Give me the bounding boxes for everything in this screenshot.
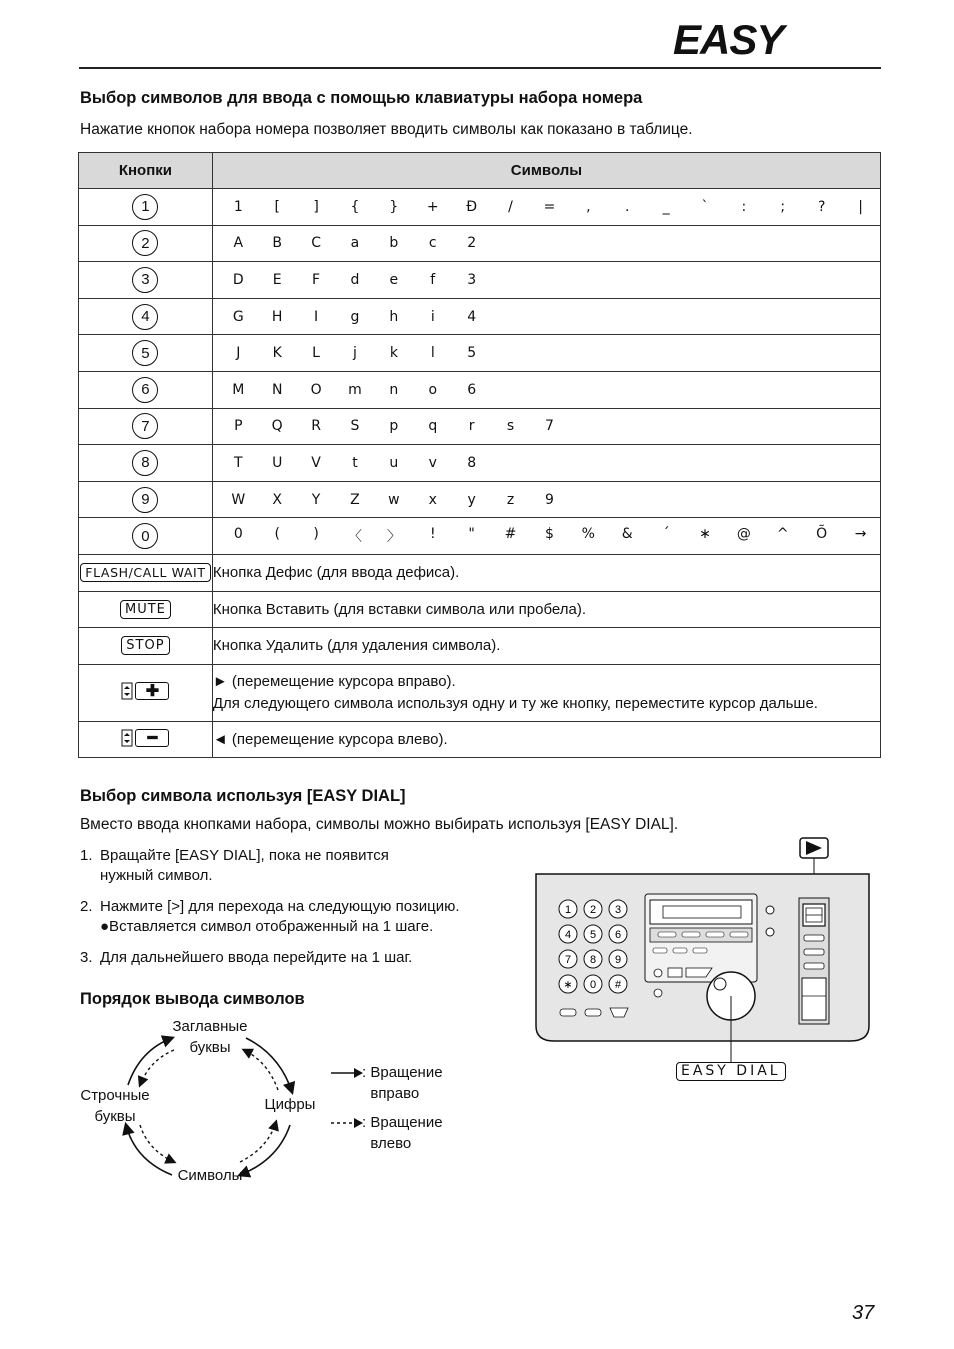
symbol-list bbox=[213, 492, 880, 508]
symbol-char: : bbox=[741, 198, 747, 215]
symbol-char: t bbox=[352, 454, 358, 471]
symbol-list bbox=[213, 199, 880, 215]
key-4-icon: 4 bbox=[132, 304, 158, 330]
svg-text:9: 9 bbox=[614, 954, 622, 966]
fax-key bbox=[559, 950, 577, 968]
key-9-icon: 9 bbox=[132, 487, 158, 513]
fax-key bbox=[609, 975, 627, 993]
page-number: 37 bbox=[852, 1302, 875, 1324]
table-row bbox=[79, 335, 881, 372]
symbol-char: F bbox=[312, 271, 321, 288]
symbol-char: g bbox=[350, 308, 360, 325]
symbol-char: I bbox=[314, 308, 319, 325]
stop-key: STOP bbox=[121, 636, 169, 655]
symbol-char: W bbox=[231, 491, 246, 508]
symbol-char: c bbox=[428, 235, 437, 252]
key-indicator-icon bbox=[121, 729, 133, 747]
mute-key: MUTE bbox=[120, 600, 171, 619]
symbol-char: P bbox=[234, 418, 243, 435]
symbol-char: & bbox=[621, 526, 633, 543]
symbol-char: Y bbox=[311, 491, 321, 508]
section-heading-keypad: Выбор символов для ввода с помощью клавиатуры набора номера bbox=[80, 89, 643, 107]
symbols-table bbox=[78, 152, 881, 758]
symbol-char: J bbox=[236, 345, 241, 362]
symbol-list bbox=[213, 382, 880, 398]
symbol-list bbox=[213, 418, 880, 434]
symbol-char: H bbox=[271, 308, 283, 325]
symbol-char: ) bbox=[313, 526, 319, 543]
table-row bbox=[79, 518, 881, 555]
fax-key bbox=[584, 900, 602, 918]
svg-text:7: 7 bbox=[564, 954, 572, 966]
key-5-icon: 5 bbox=[132, 340, 158, 366]
symbol-char: 0 bbox=[233, 526, 243, 543]
symbol-char: 5 bbox=[467, 345, 477, 362]
table-row bbox=[79, 481, 881, 518]
list-item: 3. Для дальнейшего ввода перейдите на 1 шаг. bbox=[80, 949, 413, 966]
easy-dial-callout bbox=[676, 1062, 786, 1081]
symbol-char: k bbox=[389, 345, 398, 362]
symbol-char: w bbox=[388, 491, 400, 508]
symbol-char: b bbox=[389, 235, 399, 252]
symbol-char: 7 bbox=[544, 418, 554, 435]
symbol-char: → bbox=[854, 526, 867, 543]
cycle-label-digits: Цифры bbox=[264, 1096, 316, 1113]
key-8-icon: 8 bbox=[132, 450, 158, 476]
cursor-right-description: ► (перемещение курсора вправо). bbox=[212, 672, 456, 690]
symbol-char: 6 bbox=[467, 381, 477, 398]
symbol-char: # bbox=[504, 526, 517, 543]
symbol-char: 〈 bbox=[347, 529, 362, 546]
list-item: 1. Вращайте [EASY DIAL], пока не появится нужный символ. bbox=[80, 847, 389, 884]
symbol-char: , bbox=[586, 198, 591, 215]
symbol-char: n bbox=[389, 381, 399, 398]
symbol-char: d bbox=[350, 271, 360, 288]
table-row bbox=[79, 371, 881, 408]
symbol-char: L bbox=[312, 345, 320, 362]
list-item: 2. Нажмите [>] для перехода на следующую позицию. ●Вставляется символ отображенный на 1 шаге. bbox=[80, 898, 460, 935]
steps-list bbox=[80, 846, 520, 979]
fax-key bbox=[584, 975, 602, 993]
key-6-icon: 6 bbox=[132, 377, 158, 403]
symbol-char: 1 bbox=[233, 198, 243, 215]
symbol-char: h bbox=[389, 308, 399, 325]
symbol-char: ∗ bbox=[699, 526, 711, 543]
symbol-char: e bbox=[389, 271, 399, 288]
svg-text:3: 3 bbox=[614, 904, 622, 916]
svg-text:5: 5 bbox=[589, 929, 597, 941]
symbol-char: K bbox=[272, 345, 282, 362]
table-row bbox=[79, 445, 881, 482]
key-3-icon: 3 bbox=[132, 267, 158, 293]
header-rule bbox=[79, 67, 881, 69]
symbol-char: R bbox=[311, 418, 321, 435]
col-header-keys: Кнопки bbox=[79, 153, 213, 189]
symbol-char: a bbox=[350, 235, 360, 252]
symbol-char: ! bbox=[429, 526, 436, 543]
symbol-char: O bbox=[310, 381, 322, 398]
key-7-icon: 7 bbox=[132, 413, 158, 439]
symbol-char: _ bbox=[662, 198, 670, 215]
svg-text:∗: ∗ bbox=[563, 979, 573, 991]
flash-key-description: Кнопка Дефис (для ввода дефиса). bbox=[212, 554, 880, 591]
svg-text:8: 8 bbox=[589, 954, 597, 966]
key-2-icon: 2 bbox=[132, 230, 158, 256]
symbol-char: 3 bbox=[467, 271, 477, 288]
symbol-list bbox=[213, 309, 880, 325]
symbol-char: C bbox=[311, 235, 321, 252]
legend-solid-label: : Вращение вправо bbox=[362, 1064, 443, 1102]
symbol-char: Đ bbox=[466, 198, 478, 215]
cursor-right-note: Для следующего символа используя одну и ту же кнопку, переместите курсор дальше. bbox=[212, 694, 818, 712]
symbol-char: T bbox=[234, 454, 243, 471]
table-row bbox=[79, 298, 881, 335]
symbol-char: ^ bbox=[776, 526, 789, 543]
symbol-char: 4 bbox=[467, 308, 477, 325]
section-intro-easy-dial: Вместо ввода кнопками набора, символы можно выбирать используя [EASY DIAL]. bbox=[80, 816, 679, 833]
easy-dial-label: EASY DIAL bbox=[676, 1062, 786, 1081]
fax-key bbox=[559, 975, 577, 993]
legend-dashed-label: : Вращение влево bbox=[362, 1114, 443, 1152]
symbol-char: y bbox=[467, 491, 476, 508]
symbol-char: z bbox=[506, 491, 515, 508]
symbol-char: X bbox=[272, 491, 282, 508]
symbol-char: G bbox=[232, 308, 244, 325]
stop-key-description: Кнопка Удалить (для удаления символа). bbox=[212, 628, 880, 665]
symbol-char: @ bbox=[736, 526, 751, 543]
symbol-char: E bbox=[272, 271, 282, 288]
fax-key bbox=[609, 900, 627, 918]
symbol-char: / bbox=[508, 198, 513, 215]
symbol-char: v bbox=[428, 454, 437, 471]
symbol-char: 〉 bbox=[386, 529, 401, 546]
symbol-char: s bbox=[506, 418, 515, 435]
fax-key bbox=[609, 925, 627, 943]
symbol-char: N bbox=[271, 381, 283, 398]
key-1-icon: 1 bbox=[132, 194, 158, 220]
symbol-char: [ bbox=[274, 198, 280, 215]
symbol-char: Q bbox=[271, 418, 283, 435]
fax-key bbox=[584, 950, 602, 968]
symbol-char: ( bbox=[274, 526, 280, 543]
symbol-char: 2 bbox=[467, 235, 477, 252]
table-row bbox=[79, 189, 881, 226]
symbol-char: Õ bbox=[816, 526, 828, 543]
fax-key bbox=[609, 950, 627, 968]
svg-text:2: 2 bbox=[589, 904, 597, 916]
symbol-char: j bbox=[353, 345, 357, 362]
section-intro-keypad: Нажатие кнопок набора номера позволяет вводить символы как показано в таблице. bbox=[80, 121, 693, 138]
symbol-list bbox=[213, 272, 880, 288]
symbol-list bbox=[213, 455, 880, 471]
svg-text:1: 1 bbox=[564, 904, 572, 916]
plus-icon: ✚ bbox=[135, 682, 169, 700]
symbol-char: } bbox=[389, 198, 399, 215]
fax-machine-illustration bbox=[530, 836, 880, 1086]
section-heading-order: Порядок вывода символов bbox=[80, 990, 305, 1008]
table-row bbox=[79, 262, 881, 299]
flash-call-wait-key: FLASH/CALL WAIT bbox=[80, 563, 210, 582]
symbol-char: m bbox=[348, 381, 362, 398]
fax-key bbox=[559, 900, 577, 918]
symbol-char: 8 bbox=[467, 454, 477, 471]
symbol-char: " bbox=[468, 526, 475, 543]
symbol-char: D bbox=[232, 271, 244, 288]
page-header-title: EASY bbox=[673, 16, 784, 63]
symbol-char: % bbox=[581, 526, 595, 543]
symbol-char: q bbox=[428, 418, 438, 435]
symbol-char: Z bbox=[350, 491, 360, 508]
key-indicator-icon bbox=[121, 682, 133, 700]
symbol-char: r bbox=[468, 418, 475, 435]
table-row bbox=[79, 225, 881, 262]
symbol-char: x bbox=[428, 491, 437, 508]
symbol-char: ; bbox=[780, 198, 786, 215]
symbol-char: A bbox=[233, 235, 244, 252]
symbol-char: + bbox=[426, 198, 439, 215]
symbol-char: ` bbox=[701, 198, 709, 215]
symbol-char: B bbox=[272, 235, 282, 252]
cycle-label-lowercase: Строчные буквы bbox=[80, 1087, 150, 1125]
key-0-icon: 0 bbox=[132, 523, 158, 549]
fax-key bbox=[584, 925, 602, 943]
cycle-label-uppercase: Заглавные буквы bbox=[172, 1018, 248, 1056]
symbol-char: l bbox=[430, 345, 435, 362]
symbol-char: . bbox=[624, 198, 630, 215]
legend-dashed-arrow-icon bbox=[330, 1116, 364, 1130]
cycle-label-symbols: Символы bbox=[177, 1167, 243, 1184]
symbol-char: U bbox=[272, 454, 283, 471]
svg-text:#: # bbox=[614, 979, 622, 991]
symbol-char: V bbox=[311, 454, 321, 471]
cursor-left-key-icon bbox=[121, 729, 169, 747]
mute-key-description: Кнопка Вставить (для вставки символа или пробела). bbox=[212, 591, 880, 628]
minus-icon: ━ bbox=[135, 729, 169, 747]
symbol-char: u bbox=[389, 454, 399, 471]
symbol-char: o bbox=[428, 381, 438, 398]
cycle-arrows-diagram bbox=[110, 1030, 310, 1190]
col-header-symbols: Символы bbox=[212, 153, 880, 189]
symbol-char: = bbox=[543, 198, 556, 215]
symbol-char: p bbox=[389, 418, 399, 435]
symbol-list bbox=[213, 345, 880, 361]
symbol-char: | bbox=[858, 198, 863, 215]
fax-key bbox=[559, 925, 577, 943]
section-heading-easy-dial: Выбор символа используя [EASY DIAL] bbox=[80, 787, 406, 805]
symbol-char: { bbox=[350, 198, 360, 215]
symbol-char: ? bbox=[817, 198, 826, 215]
svg-text:6: 6 bbox=[614, 929, 622, 941]
legend-solid-arrow-icon bbox=[330, 1066, 364, 1080]
symbol-char: 9 bbox=[544, 491, 554, 508]
svg-text:0: 0 bbox=[589, 979, 597, 991]
symbol-char: f bbox=[430, 271, 436, 288]
symbol-char: $ bbox=[544, 526, 554, 543]
cursor-right-key-icon bbox=[121, 682, 169, 700]
symbol-list bbox=[213, 526, 880, 546]
cursor-left-description: ◄ (перемещение курсора влево). bbox=[212, 721, 880, 758]
table-row bbox=[79, 408, 881, 445]
symbol-char: ´ bbox=[662, 526, 670, 543]
svg-text:4: 4 bbox=[564, 929, 572, 941]
symbol-char: ] bbox=[313, 198, 319, 215]
symbol-char: i bbox=[430, 308, 435, 325]
symbol-char: S bbox=[350, 418, 360, 435]
symbol-char: M bbox=[232, 381, 245, 398]
symbol-list bbox=[213, 235, 880, 251]
